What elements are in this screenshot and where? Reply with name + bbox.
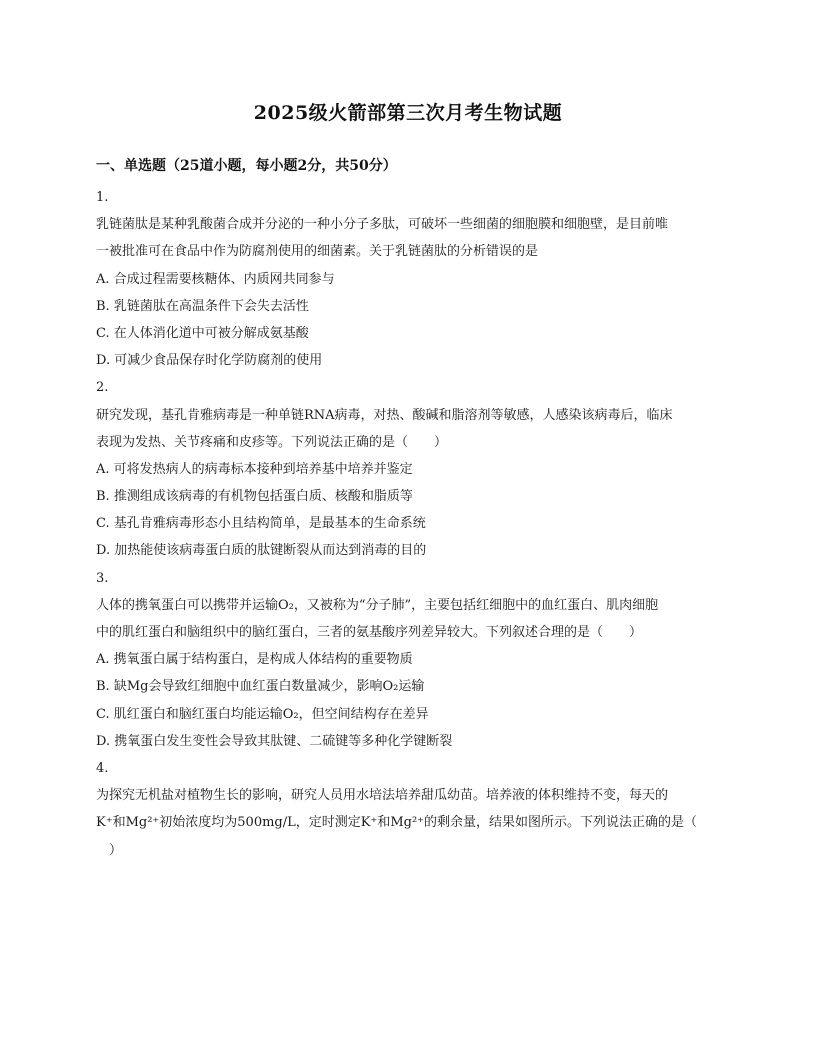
section-heading: 一、单选题（25道小题，每小题2分，共50分） bbox=[96, 158, 397, 174]
option-c: C. 肌红蛋白和脑红蛋白均能运输O₂，但空间结构存在差异 bbox=[96, 706, 429, 722]
option-d: D. 可减少食品保存时化学防腐剂的使用 bbox=[96, 353, 323, 369]
page-title: 2025级火箭部第三次月考生物试题 bbox=[253, 102, 563, 124]
option-b: B. 乳链菌肽在高温条件下会失去活性 bbox=[96, 298, 309, 314]
question-3 bbox=[96, 565, 724, 755]
question-stem-line: 表现为发热、关节疼痛和皮疹等。下列说法正确的是（ ） bbox=[96, 434, 448, 450]
question-stem-line: 人体的携氧蛋白可以携带并运输O₂，又被称为“分子肺”，主要包括红细胞中的血红蛋白、肌肉细胞 bbox=[96, 597, 659, 613]
question-number: 4. bbox=[96, 760, 109, 776]
option-b: B. 缺Mg会导致红细胞中血红蛋白数量减少，影响O₂运输 bbox=[96, 679, 425, 695]
question-number: 1. bbox=[96, 190, 109, 205]
question-list bbox=[96, 184, 724, 864]
option-d: D. 携氧蛋白发生变性会导致其肽键、二硫键等多种化学键断裂 bbox=[96, 733, 453, 749]
question-stem-line: K⁺和Mg²⁺初始浓度均为500mg/L，定时测定K⁺和Mg²⁺的剩余量，结果如图所示。下列说法正确的是（ bbox=[96, 815, 698, 831]
option-a: A. 合成过程需要核糖体、内质网共同参与 bbox=[96, 271, 335, 287]
option-a: A. 可将发热病人的病毒标本接种到培养基中培养并鉴定 bbox=[96, 461, 413, 477]
option-c: C. 在人体消化道中可被分解成氨基酸 bbox=[96, 325, 309, 341]
question-stem-line: 乳链菌肽是某种乳酸菌合成并分泌的一种小分子多肽，可破坏一些细菌的细胞膜和细胞壁，是目前唯 bbox=[96, 217, 669, 233]
question-1 bbox=[96, 184, 724, 374]
option-a: A. 携氧蛋白属于结构蛋白，是构成人体结构的重要物质 bbox=[96, 652, 413, 668]
question-stem-line: 为探究无机盐对植物生长的影响，研究人员用水培法培养甜瓜幼苗。培养液的体积维持不变，每天的 bbox=[96, 788, 669, 804]
question-2 bbox=[96, 374, 724, 564]
option-c: C. 基孔肯雅病毒形态小且结构简单，是最基本的生命系统 bbox=[96, 516, 426, 532]
option-d: D. 加热能使该病毒蛋白质的肽键断裂从而达到消毒的目的 bbox=[96, 543, 427, 559]
question-4 bbox=[96, 755, 724, 864]
question-stem-line: 一被批准可在食品中作为防腐剂使用的细菌素。关于乳链菌肽的分析错误的是 bbox=[96, 244, 539, 260]
question-number: 3. bbox=[96, 570, 109, 586]
question-stem-line: ） bbox=[96, 842, 123, 858]
question-number: 2. bbox=[96, 380, 109, 396]
question-stem-line: 研究发现，基孔肯雅病毒是一种单链RNA病毒，对热、酸碱和脂溶剂等敏感，人感染该病毒后，临床 bbox=[96, 407, 673, 423]
question-stem-line: 中的肌红蛋白和脑组织中的脑红蛋白，三者的氨基酸序列差异较大。下列叙述合理的是（ ） bbox=[96, 625, 643, 640]
option-b: B. 推测组成该病毒的有机物包括蛋白质、核酸和脂质等 bbox=[96, 489, 413, 505]
